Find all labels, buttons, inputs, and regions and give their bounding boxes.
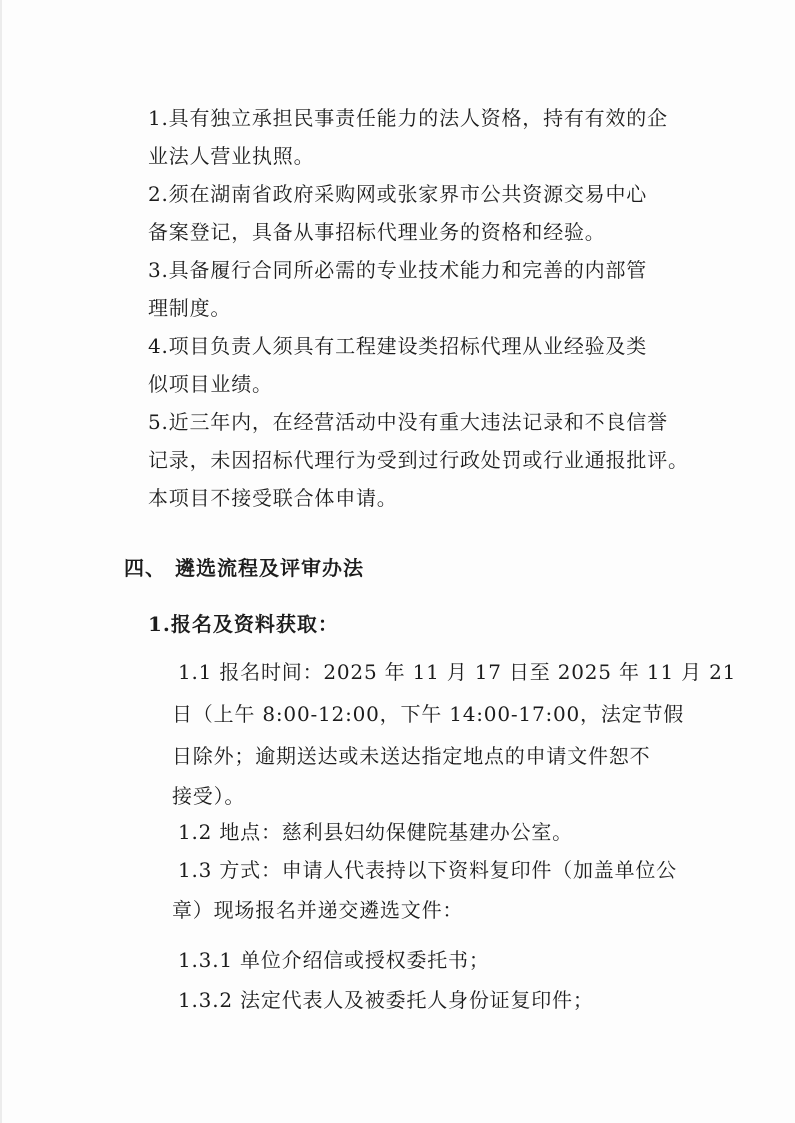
item-1-3-2-line-1: 1.3.2 法定代表人及被委托人身份证复印件；	[178, 988, 594, 1012]
section-number: 四、	[124, 556, 166, 580]
requirement-5-line-2: 记录，未因招标代理行为受到过行政处罚或行业通报批评。	[148, 448, 689, 472]
requirement-4-line-2: 似项目业绩。	[148, 372, 273, 396]
requirement-2-line-2: 备案登记，具备从事招标代理业务的资格和经验。	[148, 220, 606, 244]
item-1-3-line-1: 1.3 方式：申请人代表持以下资料复印件（加盖单位公	[178, 858, 677, 882]
subsection-title: 1.报名及资料获取：	[148, 612, 339, 636]
item-1-1-line-1: 1.1 报名时间：2025 年 11 月 17 日至 2025 年 11 月 21	[178, 660, 737, 684]
requirement-3-line-1: 3.具备履行合同所必需的专业技术能力和完善的内部管	[148, 258, 648, 282]
requirement-5-line-3: 本项目不接受联合体申请。	[148, 486, 398, 510]
item-1-3-1-line-1: 1.3.1 单位介绍信或授权委托书；	[178, 948, 490, 972]
item-1-1-line-3: 日除外；逾期送达或未送达指定地点的申请文件恕不	[172, 744, 651, 768]
item-1-1-line-4: 接受）。	[172, 784, 246, 808]
requirement-1-line-1: 1.具有独立承担民事责任能力的法人资格，持有有效的企	[148, 106, 668, 130]
scan-edge-mark	[0, 0, 2, 1123]
item-1-3-line-2: 章）现场报名并递交遴选文件：	[172, 898, 464, 922]
requirement-1-line-2: 业法人营业执照。	[148, 144, 315, 168]
requirement-3-line-2: 理制度。	[148, 296, 232, 320]
requirement-2-line-1: 2.须在湖南省政府采购网或张家界市公共资源交易中心	[148, 182, 648, 206]
item-1-1-line-2: 日（上午 8:00-12:00，下午 14:00-17:00，法定节假	[172, 702, 685, 726]
requirement-5-line-1: 5.近三年内，在经营活动中没有重大违法记录和不良信誉	[148, 410, 668, 434]
requirement-4-line-1: 4.项目负责人须具有工程建设类招标代理从业经验及类	[148, 334, 648, 358]
section-title: 遴选流程及评审办法	[175, 556, 364, 580]
item-1-2-line-1: 1.2 地点：慈利县妇幼保健院基建办公室。	[178, 820, 573, 844]
